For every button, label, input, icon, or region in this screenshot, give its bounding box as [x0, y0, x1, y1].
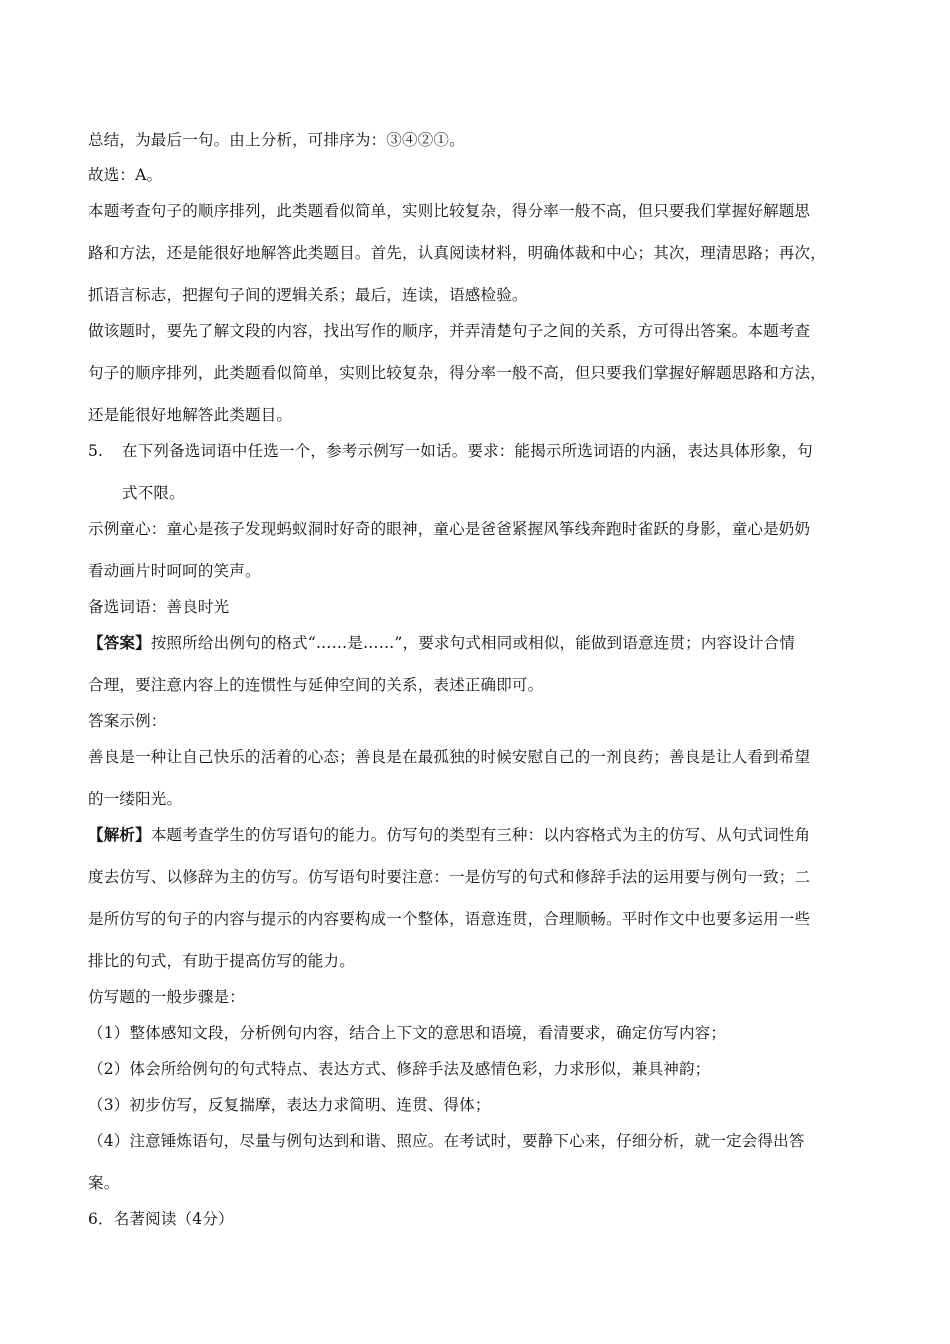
text-line: 合理，要注意内容上的连惯性与延伸空间的关系，表述正确即可。 [88, 676, 544, 694]
options-line: 备选词语：善良时光 [88, 598, 230, 616]
question-number: 5. [88, 442, 104, 460]
text-line: 还是能很好地解答此类题目。 [88, 406, 293, 424]
answer-text: 按照所给出例句的格式“……是……”，要求句式相同或相似，能做到语意连贯；内容设计合情 [150, 634, 796, 652]
text-line: 的一缕阳光。 [88, 790, 183, 808]
text-line: 答案示例： [88, 712, 167, 730]
text-line: 本题考查句子的顺序排列，此类题看似简单，实则比较复杂，得分率一般不高，但只要我们掌握好解题思 [88, 202, 811, 220]
question-text-continued: 式不限。 [122, 484, 185, 502]
text-line: 善良是一种让自己快乐的活着的心态；善良是在最孤独的时候安慰自己的一剂良药；善良是让人看到希望 [88, 748, 811, 766]
answer-line [88, 633, 795, 653]
analysis-text: 本题考查学生的仿写语句的能力。仿写句的类型有三种：以内容格式为主的仿写、从句式词性角 [150, 826, 811, 844]
analysis-tag: 【解析】 [88, 825, 151, 844]
text-line: 度去仿写、以修辞为主的仿写。仿写语句时要注意：一是仿写的句式和修辞手法的运用要与例句一致；二 [88, 868, 811, 886]
answer-tag: 【答案】 [88, 633, 151, 652]
question-5 [88, 441, 813, 461]
step-line: （1）整体感知文段，分析例句内容，结合上下文的意思和语境，看清要求，确定仿写内容； [88, 1024, 727, 1042]
step-line: （2）体会所给例句的句式特点、表达方式、修辞手法及感情色彩，力求形似，兼具神韵； [88, 1060, 711, 1078]
text-line: 总结，为最后一句。由上分析，可排序为：③④②①。 [88, 131, 465, 149]
question-6-heading: 6．名著阅读（4分） [88, 1210, 234, 1228]
question-text: 在下列备选词语中任选一个，参考示例写一如话。要求：能揭示所选词语的内涵，表达具体形象，句 [122, 442, 813, 460]
text-line: 做该题时，要先了解文段的内容，找出写作的顺序，并弄清楚句子之间的关系，方可得出答案。本题考查 [88, 322, 811, 340]
text-line: 路和方法，还是能很好地解答此类题目。首先，认真阅读材料，明确体裁和中心；其次，理清思路；再次， [88, 244, 826, 262]
analysis-line [88, 825, 810, 845]
text-line: 句子的顺序排列，此类题看似简单，实则比较复杂，得分率一般不高，但只要我们掌握好解题思路和方法， [88, 364, 826, 382]
example-line: 看动画片时呵呵的笑声。 [88, 562, 261, 580]
text-line: 排比的句式，有助于提高仿写的能力。 [88, 952, 355, 970]
step-line: （4）注意锤炼语句，尽量与例句达到和谐、照应。在考试时，要静下心来，仔细分析，就一定会得出答 [88, 1132, 805, 1150]
text-line: 仿写题的一般步骤是： [88, 988, 246, 1006]
step-line: （3）初步仿写，反复揣摩，表达力求简明、连贯、得体； [88, 1096, 491, 1114]
text-line: 案。 [88, 1174, 120, 1192]
text-line: 故选：A。 [88, 166, 163, 184]
text-line: 是所仿写的句子的内容与提示的内容要构成一个整体，语意连贯，合理顺畅。平时作文中也要多运用一些 [88, 910, 811, 928]
example-line: 示例童心：童心是孩子发现蚂蚁洞时好奇的眼神，童心是爸爸紧握风筝线奔跑时雀跃的身影，童心是奶奶 [88, 520, 811, 538]
text-line: 抓语言标志，把握句子间的逻辑关系；最后，连读，语感检验。 [88, 286, 528, 304]
